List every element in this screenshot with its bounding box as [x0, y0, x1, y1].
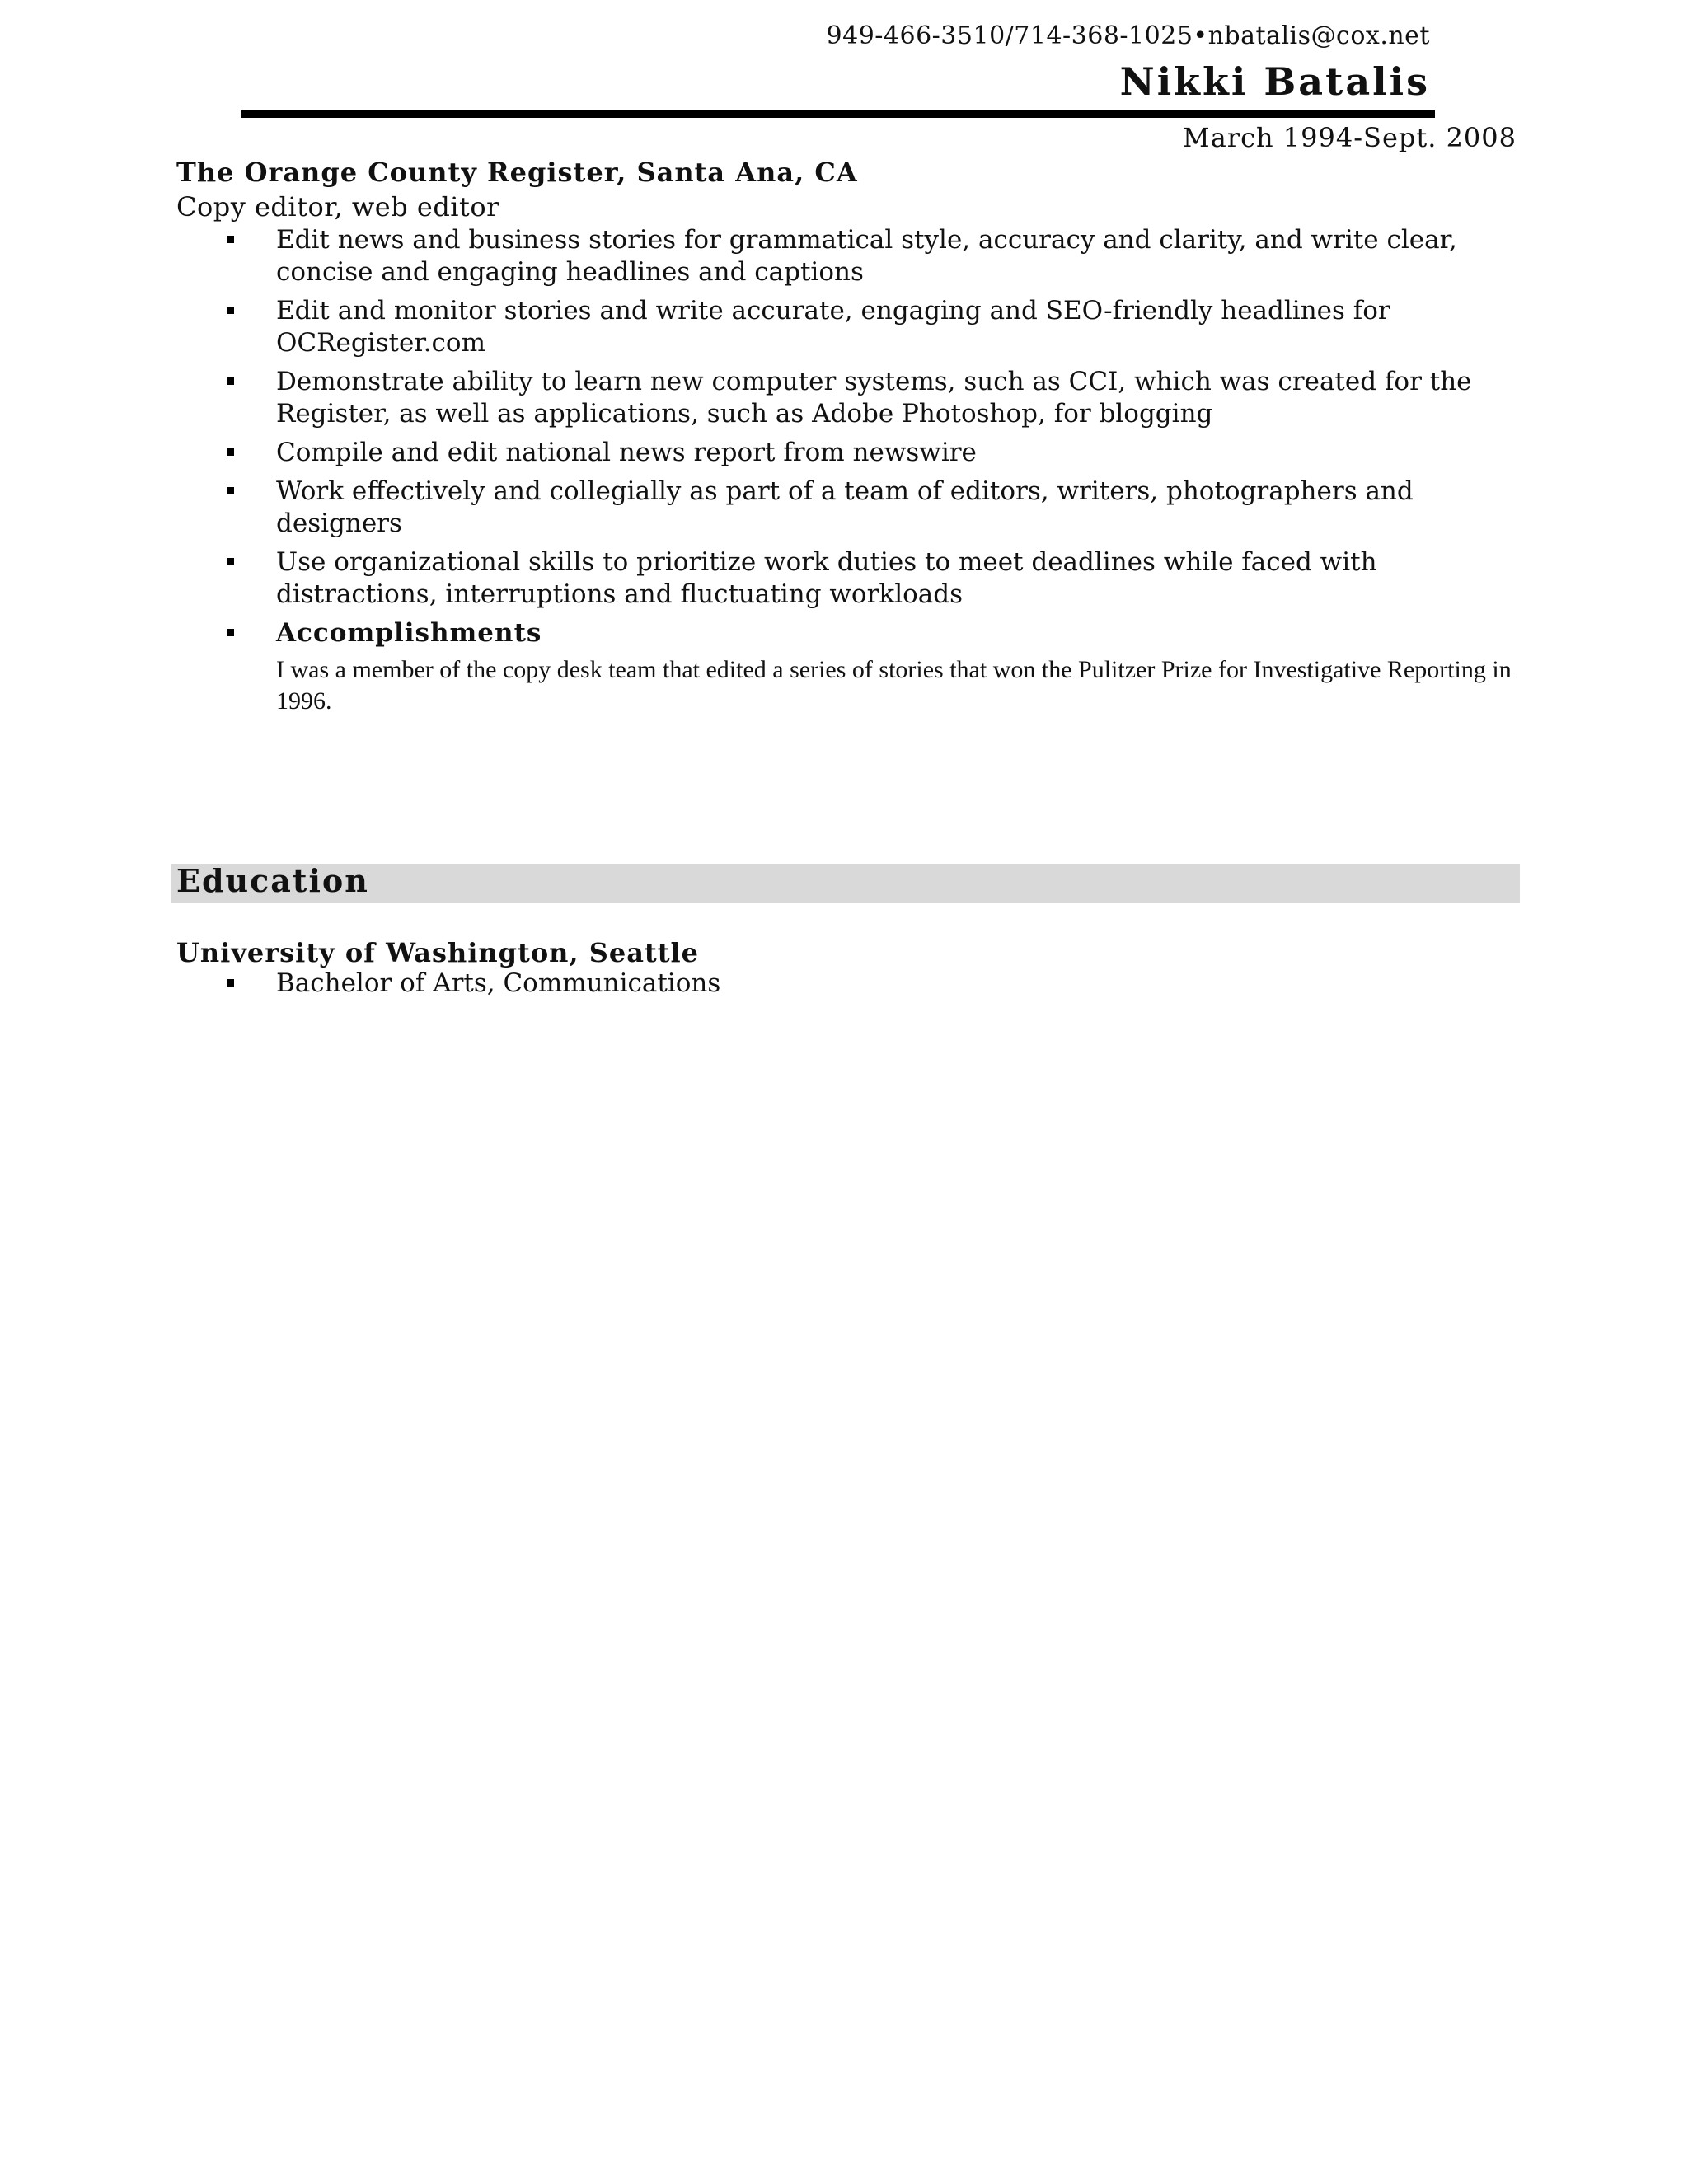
accomplishments-heading: Accomplishments	[276, 618, 542, 648]
bullet-text: Compile and edit national news report from newswire	[276, 438, 977, 467]
education-section-bar	[171, 864, 1520, 903]
list-item	[227, 295, 1521, 359]
square-bullet-icon	[227, 236, 234, 243]
employment-dates: March 1994-Sept. 2008	[1182, 122, 1517, 153]
square-bullet-icon	[227, 448, 234, 456]
bullet-text: Demonstrate ability to learn new computer systems, such as CCI, which was created for the Register, as well as applications, such as Adobe Photoshop, for blogging	[276, 367, 1472, 429]
bullet-text: Edit news and business stories for grammatical style, accuracy and clarity, and write clear, concise and engaging headlines and captions	[276, 225, 1457, 287]
square-bullet-icon	[227, 558, 234, 565]
bullet-text: Edit and monitor stories and write accurate, engaging and SEO-friendly headlines for OCRegister.com	[276, 296, 1390, 358]
education-bullet-list	[227, 968, 1521, 1006]
candidate-name: Nikki Batalis	[1119, 59, 1430, 104]
bullet-text: Work effectively and collegially as part of a team of editors, writers, photographers and designers	[276, 476, 1414, 538]
accomplishments-text: I was a member of the copy desk team that edited a series of stories that won the Pulitzer Prize for Investigative Reporting in 1996.	[276, 656, 1512, 715]
header-rule	[241, 110, 1435, 118]
contact-info: 949-466-3510/714-368-1025•nbatalis@cox.net	[826, 21, 1430, 50]
square-bullet-icon	[227, 487, 234, 494]
list-item	[227, 546, 1521, 611]
list-item	[227, 224, 1521, 288]
square-bullet-icon	[227, 377, 234, 385]
job-title: Copy editor, web editor	[176, 191, 499, 223]
square-bullet-icon	[227, 979, 234, 987]
experience-bullet-list	[227, 224, 1521, 724]
square-bullet-icon	[227, 629, 234, 636]
list-item	[227, 437, 1521, 469]
bullet-text: Use organizational skills to prioritize work duties to meet deadlines while faced with distractions, interruptions and fluctuating workloads	[276, 547, 1377, 609]
accomplishments-item	[227, 617, 1521, 717]
education-heading: Education	[176, 862, 369, 899]
bullet-text: Bachelor of Arts, Communications	[276, 968, 721, 998]
school-name: University of Washington, Seattle	[176, 937, 699, 968]
employer-name: The Orange County Register, Santa Ana, CA	[176, 157, 858, 188]
list-item	[227, 968, 1521, 1000]
list-item	[227, 366, 1521, 430]
list-item	[227, 476, 1521, 540]
square-bullet-icon	[227, 307, 234, 314]
